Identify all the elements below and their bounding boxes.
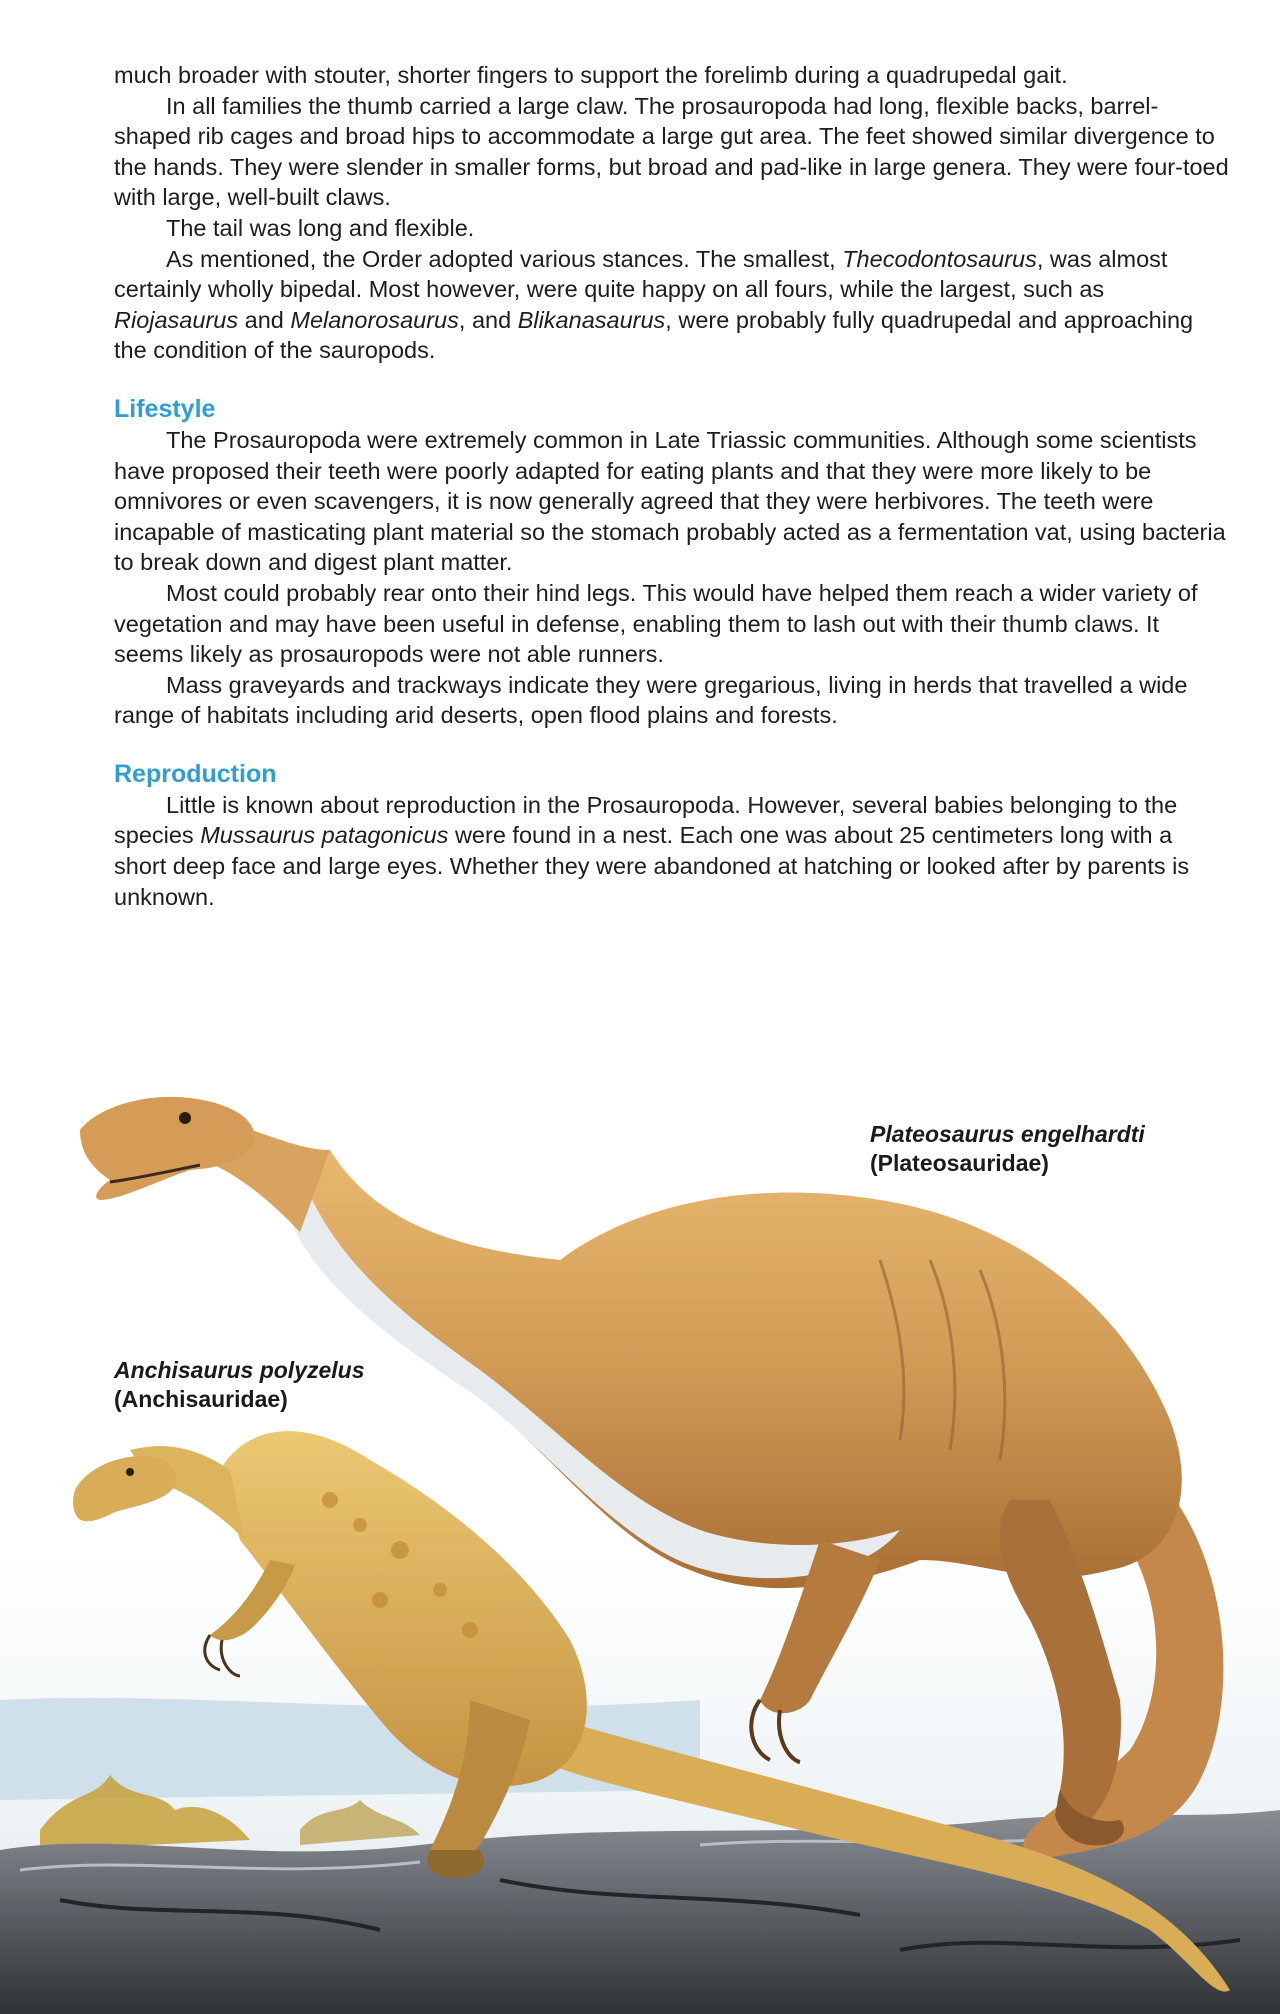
paragraph-forelimb: much broader with stouter, shorter fingers to support the forelimb during a quadrupedal gait. xyxy=(114,62,1068,88)
article-body xyxy=(114,60,1229,912)
text-run: and xyxy=(238,306,291,333)
caption-family: (Anchisauridae) xyxy=(114,1386,288,1412)
reproduction-heading: Reproduction xyxy=(114,759,277,788)
text-run: As mentioned, the Order adopted various stances. The smallest, xyxy=(166,245,843,272)
paragraph-stances xyxy=(114,244,1229,366)
genus-name: Riojasaurus xyxy=(114,306,239,333)
genus-name: Blikanasaurus xyxy=(517,306,666,333)
text-run: , were probably fully quadrupedal and approaching the condition of the sauropods. xyxy=(114,306,1194,364)
genus-name: Melanorosaurus xyxy=(290,306,459,333)
text-run: were found in a nest. Each one was about 25 centimeters long with a short deep face and large eyes. Whether they were abandoned at hatching or looked after by parents is unknown. xyxy=(114,822,1190,910)
caption-family: (Plateosauridae) xyxy=(870,1150,1049,1176)
paragraph-lifestyle-3: Mass graveyards and trackways indicate they were gregarious, living in herds that travelled a wide range of habitats including arid deserts, open flood plains and forests. xyxy=(114,671,1188,729)
caption-species: Anchisaurus polyzelus xyxy=(114,1357,365,1383)
text-run: , and xyxy=(458,306,518,333)
lifestyle-heading: Lifestyle xyxy=(114,394,216,423)
paragraph-claws: In all families the thumb carried a large claw. The prosauropoda had long, flexible backs, barrel-shaped rib cages and broad hips to accommodate a large gut area. The feet showed similar divergence to the hands. They were slender in smaller forms, but broad and pad-like in large genera. They were four-toed with large, well-built claws. xyxy=(114,92,1229,211)
caption-anchisaurus xyxy=(114,1356,365,1414)
text-run: , was almost certainly wholly bipedal. Most however, were quite happy on all fours, while the largest, such as xyxy=(114,245,1168,303)
species-name: Mussaurus patagonicus xyxy=(200,822,449,849)
caption-plateosaurus xyxy=(870,1120,1145,1178)
paragraph-lifestyle-1: The Prosauropoda were extremely common in Late Triassic communities. Although some scientists have proposed their teeth were poorly adapted for eating plants and that they were more likely to be omnivores or even scavengers, it is now generally agreed that they were herbivores. The teeth were incapable of masticating plant material so the stomach probably acted as a fermentation vat, using bacteria to break down and digest plant matter. xyxy=(114,426,1226,576)
paragraph-lifestyle-2: Most could probably rear onto their hind legs. This would have helped them reach a wider variety of vegetation and may have been useful in defense, enabling them to lash out with their thumb claws. It seems likely as prosauropods were not able runners. xyxy=(114,579,1198,668)
paragraph-reproduction xyxy=(114,790,1229,912)
anchisaurus-eye xyxy=(126,1468,134,1476)
text-run: Little is known about reproduction in the Prosauropoda. However, several babies belonging to the species xyxy=(114,791,1178,849)
caption-species: Plateosaurus engelhardti xyxy=(870,1121,1145,1147)
plateosaurus-eye xyxy=(179,1112,191,1124)
paragraph-tail: The tail was long and flexible. xyxy=(166,214,475,241)
genus-name: Thecodontosaurus xyxy=(842,245,1037,272)
